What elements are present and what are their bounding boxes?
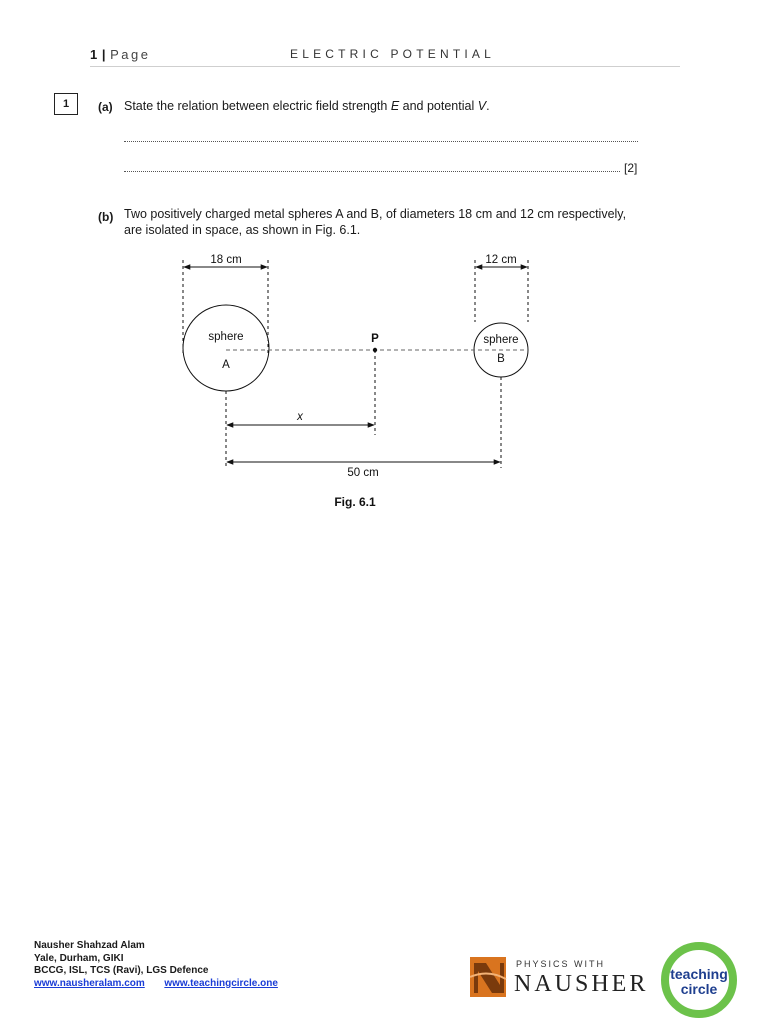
page-title: ELECTRIC POTENTIAL [290, 47, 495, 61]
point-p-label: P [371, 333, 379, 345]
diameter-a-label: 18 cm [210, 254, 242, 266]
sphere-a-letter: A [222, 359, 230, 371]
part-b-label: (b) [98, 210, 114, 224]
footer-logo [470, 945, 750, 1015]
sphere-a [183, 305, 269, 391]
nausher-logo-icon [470, 957, 510, 1001]
circle-word-2: circle [680, 981, 718, 997]
page-header [90, 46, 680, 67]
brand-big-text: NAUSHER [514, 971, 649, 997]
brand-small-text: PHYSICS WITH [516, 959, 606, 969]
footer-info [34, 940, 278, 990]
sphere-a-word: sphere [208, 331, 244, 343]
part-a-label: (a) [98, 100, 113, 114]
figure-caption: Fig. 6.1 [334, 495, 376, 509]
author-name: Nausher Shahzad Alam [34, 940, 145, 951]
x-label: x [297, 411, 303, 423]
page-number: 1 | Page [90, 47, 151, 62]
website-link-1[interactable]: www.nausheralam.com [34, 977, 145, 989]
point-p-dot [373, 348, 377, 352]
answer-line-1[interactable] [124, 141, 638, 142]
author-institutes: BCCG, ISL, TCS (Ravi), LGS Defence [34, 965, 209, 976]
website-link-2[interactable]: www.teachingcircle.one [164, 977, 278, 989]
diameter-b-label: 12 cm [485, 254, 517, 266]
distance-label: 50 cm [347, 467, 379, 479]
question-number-box: 1 [54, 93, 78, 115]
circle-word-1: teaching [670, 966, 728, 982]
part-a-text: State the relation between electric field strength E and potential V. [124, 99, 490, 113]
author-universities: Yale, Durham, GIKI [34, 952, 124, 964]
sphere-b-word: sphere [483, 334, 519, 346]
teaching-circle-logo [658, 939, 740, 1021]
figure-spheres [170, 250, 550, 515]
marks-label: [2] [624, 161, 638, 175]
part-b-text: Two positively charged metal spheres A and B, of diameters 18 cm and 12 cm respectively, are isolated in space, as shown in Fig. 6.1. [124, 207, 627, 237]
answer-line-2[interactable] [124, 171, 620, 172]
sphere-b-letter: B [497, 353, 505, 365]
